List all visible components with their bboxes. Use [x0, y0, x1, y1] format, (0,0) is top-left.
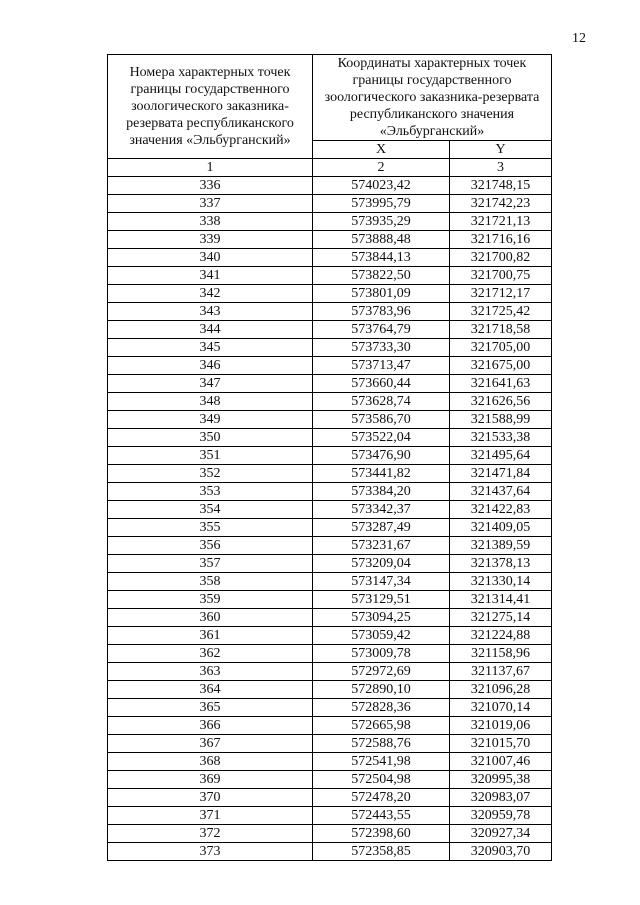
point-number-cell: 354 [108, 501, 313, 519]
y-coordinate-cell: 321588,99 [450, 411, 552, 429]
x-coordinate-cell: 572443,55 [313, 807, 450, 825]
y-coordinate-cell: 321275,14 [450, 609, 552, 627]
table-row [108, 573, 552, 591]
point-number-cell: 363 [108, 663, 313, 681]
point-number-cell: 372 [108, 825, 313, 843]
header-coordinates: Координаты характерных точек границы государственного зоологического заказника-резервата республиканского значения «Эльбурганский» [313, 55, 552, 141]
y-coordinate-cell: 321330,14 [450, 573, 552, 591]
table-row [108, 609, 552, 627]
table-row [108, 249, 552, 267]
x-coordinate-cell: 572478,20 [313, 789, 450, 807]
table-row [108, 393, 552, 411]
table-row [108, 807, 552, 825]
y-coordinate-cell: 321716,16 [450, 231, 552, 249]
table-row [108, 429, 552, 447]
y-coordinate-cell: 321007,46 [450, 753, 552, 771]
y-coordinate-cell: 321224,88 [450, 627, 552, 645]
x-coordinate-cell: 573935,29 [313, 213, 450, 231]
point-number-cell: 362 [108, 645, 313, 663]
y-coordinate-cell: 321718,58 [450, 321, 552, 339]
y-coordinate-cell: 321721,13 [450, 213, 552, 231]
y-coordinate-cell: 321158,96 [450, 645, 552, 663]
point-number-cell: 348 [108, 393, 313, 411]
table-row [108, 681, 552, 699]
point-number-cell: 365 [108, 699, 313, 717]
y-coordinate-cell: 321705,00 [450, 339, 552, 357]
point-number-cell: 371 [108, 807, 313, 825]
y-coordinate-cell: 321070,14 [450, 699, 552, 717]
point-number-cell: 373 [108, 843, 313, 861]
y-coordinate-cell: 321378,13 [450, 555, 552, 573]
point-number-cell: 337 [108, 195, 313, 213]
table-row [108, 321, 552, 339]
x-coordinate-cell: 573129,51 [313, 591, 450, 609]
y-coordinate-cell: 321019,06 [450, 717, 552, 735]
y-coordinate-cell: 321409,05 [450, 519, 552, 537]
point-number-cell: 350 [108, 429, 313, 447]
x-coordinate-cell: 573059,42 [313, 627, 450, 645]
table-row [108, 555, 552, 573]
x-coordinate-cell: 573094,25 [313, 609, 450, 627]
table-row [108, 195, 552, 213]
point-number-cell: 349 [108, 411, 313, 429]
y-coordinate-cell: 321626,56 [450, 393, 552, 411]
point-number-cell: 361 [108, 627, 313, 645]
point-number-cell: 351 [108, 447, 313, 465]
table-row [108, 627, 552, 645]
point-number-cell: 359 [108, 591, 313, 609]
table-row [108, 177, 552, 195]
column-number-2: 2 [313, 159, 450, 177]
table-row [108, 267, 552, 285]
y-coordinate-cell: 321742,23 [450, 195, 552, 213]
point-number-cell: 358 [108, 573, 313, 591]
point-number-cell: 340 [108, 249, 313, 267]
point-number-cell: 364 [108, 681, 313, 699]
header-point-numbers: Номера характерных точек границы государственного зоологического заказника-резервата республиканского значения «Эльбурганский» [108, 55, 313, 159]
point-number-cell: 353 [108, 483, 313, 501]
x-coordinate-cell: 573733,30 [313, 339, 450, 357]
point-number-cell: 345 [108, 339, 313, 357]
point-number-cell: 357 [108, 555, 313, 573]
point-number-cell: 352 [108, 465, 313, 483]
y-coordinate-cell: 320995,38 [450, 771, 552, 789]
point-number-cell: 355 [108, 519, 313, 537]
x-coordinate-cell: 573764,79 [313, 321, 450, 339]
x-coordinate-cell: 574023,42 [313, 177, 450, 195]
x-coordinate-cell: 573441,82 [313, 465, 450, 483]
point-number-cell: 336 [108, 177, 313, 195]
x-coordinate-cell: 573660,44 [313, 375, 450, 393]
y-coordinate-cell: 321725,42 [450, 303, 552, 321]
y-coordinate-cell: 320927,34 [450, 825, 552, 843]
table-row [108, 771, 552, 789]
point-number-cell: 360 [108, 609, 313, 627]
x-coordinate-cell: 572541,98 [313, 753, 450, 771]
y-coordinate-cell: 320983,07 [450, 789, 552, 807]
x-coordinate-cell: 573384,20 [313, 483, 450, 501]
x-coordinate-cell: 573522,04 [313, 429, 450, 447]
table-row [108, 717, 552, 735]
x-coordinate-cell: 573209,04 [313, 555, 450, 573]
table-row [108, 645, 552, 663]
x-coordinate-cell: 572588,76 [313, 735, 450, 753]
table-row [108, 339, 552, 357]
y-coordinate-cell: 321137,67 [450, 663, 552, 681]
x-coordinate-cell: 572358,85 [313, 843, 450, 861]
x-coordinate-cell: 572398,60 [313, 825, 450, 843]
x-coordinate-cell: 572504,98 [313, 771, 450, 789]
y-coordinate-cell: 320959,78 [450, 807, 552, 825]
point-number-cell: 356 [108, 537, 313, 555]
x-coordinate-cell: 573713,47 [313, 357, 450, 375]
x-coordinate-cell: 572828,36 [313, 699, 450, 717]
x-coordinate-cell: 573231,67 [313, 537, 450, 555]
table-row [108, 411, 552, 429]
header-y: Y [450, 141, 552, 159]
y-coordinate-cell: 321015,70 [450, 735, 552, 753]
x-coordinate-cell: 573822,50 [313, 267, 450, 285]
table-row [108, 519, 552, 537]
header-x: X [313, 141, 450, 159]
point-number-cell: 342 [108, 285, 313, 303]
y-coordinate-cell: 321712,17 [450, 285, 552, 303]
x-coordinate-cell: 573009,78 [313, 645, 450, 663]
x-coordinate-cell: 572890,10 [313, 681, 450, 699]
point-number-cell: 369 [108, 771, 313, 789]
x-coordinate-cell: 573783,96 [313, 303, 450, 321]
column-number-1: 1 [108, 159, 313, 177]
table-row [108, 213, 552, 231]
y-coordinate-cell: 321641,63 [450, 375, 552, 393]
y-coordinate-cell: 321096,28 [450, 681, 552, 699]
x-coordinate-cell: 573995,79 [313, 195, 450, 213]
point-number-cell: 346 [108, 357, 313, 375]
page-number: 12 [572, 31, 586, 46]
point-number-cell: 343 [108, 303, 313, 321]
table-row [108, 789, 552, 807]
coordinates-table [107, 54, 552, 861]
point-number-cell: 339 [108, 231, 313, 249]
point-number-cell: 367 [108, 735, 313, 753]
table-row [108, 447, 552, 465]
point-number-cell: 341 [108, 267, 313, 285]
x-coordinate-cell: 573586,70 [313, 411, 450, 429]
x-coordinate-cell: 573801,09 [313, 285, 450, 303]
y-coordinate-cell: 320903,70 [450, 843, 552, 861]
table-row [108, 483, 552, 501]
point-number-cell: 370 [108, 789, 313, 807]
point-number-cell: 366 [108, 717, 313, 735]
x-coordinate-cell: 573888,48 [313, 231, 450, 249]
x-coordinate-cell: 572665,98 [313, 717, 450, 735]
table-row [108, 825, 552, 843]
y-coordinate-cell: 321748,15 [450, 177, 552, 195]
table-row [108, 753, 552, 771]
y-coordinate-cell: 321495,64 [450, 447, 552, 465]
table-row [108, 663, 552, 681]
table-row [108, 735, 552, 753]
y-coordinate-cell: 321422,83 [450, 501, 552, 519]
table-row [108, 357, 552, 375]
x-coordinate-cell: 572972,69 [313, 663, 450, 681]
table-row [108, 285, 552, 303]
table-row [108, 843, 552, 861]
point-number-cell: 344 [108, 321, 313, 339]
x-coordinate-cell: 573287,49 [313, 519, 450, 537]
table-row [108, 375, 552, 393]
table-row [108, 591, 552, 609]
y-coordinate-cell: 321437,64 [450, 483, 552, 501]
y-coordinate-cell: 321533,38 [450, 429, 552, 447]
point-number-cell: 338 [108, 213, 313, 231]
y-coordinate-cell: 321700,75 [450, 267, 552, 285]
y-coordinate-cell: 321675,00 [450, 357, 552, 375]
y-coordinate-cell: 321314,41 [450, 591, 552, 609]
column-number-3: 3 [450, 159, 552, 177]
table-row [108, 231, 552, 249]
table-row [108, 303, 552, 321]
x-coordinate-cell: 573628,74 [313, 393, 450, 411]
table-row [108, 537, 552, 555]
x-coordinate-cell: 573844,13 [313, 249, 450, 267]
y-coordinate-cell: 321389,59 [450, 537, 552, 555]
x-coordinate-cell: 573147,34 [313, 573, 450, 591]
y-coordinate-cell: 321471,84 [450, 465, 552, 483]
table-row [108, 465, 552, 483]
point-number-cell: 368 [108, 753, 313, 771]
table-row [108, 501, 552, 519]
x-coordinate-cell: 573476,90 [313, 447, 450, 465]
y-coordinate-cell: 321700,82 [450, 249, 552, 267]
point-number-cell: 347 [108, 375, 313, 393]
table-row [108, 699, 552, 717]
x-coordinate-cell: 573342,37 [313, 501, 450, 519]
